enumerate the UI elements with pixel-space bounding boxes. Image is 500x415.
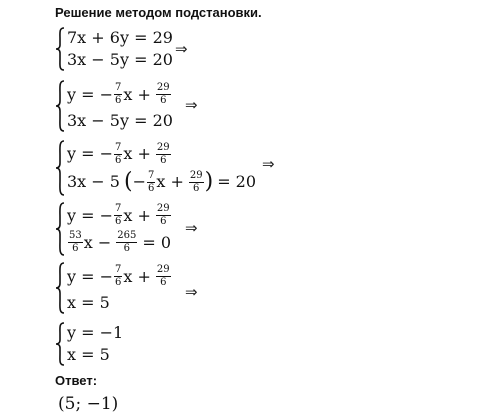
implies-arrow: ⇒ <box>185 283 198 301</box>
equation-row <box>67 171 256 194</box>
expression-text: 3x − 5 <box>67 172 120 191</box>
numerator: 7 <box>115 82 122 94</box>
fraction <box>156 265 171 288</box>
expression-text: x + <box>123 266 151 286</box>
expression-text: x − <box>83 232 112 252</box>
numerator: 29 <box>156 264 170 276</box>
brace-icon <box>55 262 65 314</box>
numerator: 7 <box>115 203 122 214</box>
brace-icon <box>55 27 65 71</box>
answer-value: (5; −1) <box>58 394 119 414</box>
numerator: 29 <box>189 169 203 181</box>
implies-arrow: ⇒ <box>175 40 188 58</box>
numerator: 7 <box>147 169 155 181</box>
implies-arrow: ⇒ <box>185 219 198 237</box>
implies-arrow: ⇒ <box>185 96 198 114</box>
brace-icon <box>55 202 65 256</box>
expression-text: x + <box>123 144 151 163</box>
denominator: 6 <box>160 95 167 107</box>
expression-text: y = − <box>67 84 114 104</box>
numerator: 7 <box>115 264 122 276</box>
paren-close: ) <box>204 169 214 194</box>
fraction <box>156 83 171 106</box>
denominator: 6 <box>115 277 122 289</box>
equation-row: y = −1 <box>67 323 124 342</box>
equation-row: x = 5 <box>67 292 110 312</box>
equation-row <box>67 265 172 288</box>
fraction <box>156 204 171 227</box>
denominator: 6 <box>160 216 167 227</box>
fraction <box>116 231 137 254</box>
page-heading: Решение методом подстановки. <box>55 5 262 20</box>
fraction <box>114 143 122 166</box>
numerator: 29 <box>156 203 170 214</box>
equation-row: 7x + 6y = 29 <box>67 28 173 47</box>
fraction <box>114 83 122 106</box>
numerator: 29 <box>156 141 170 153</box>
expression-text: y = − <box>67 144 114 163</box>
expression-text: x + <box>156 172 184 191</box>
brace-icon <box>55 322 65 366</box>
expression-text: − <box>132 172 146 191</box>
brace-icon <box>55 140 65 196</box>
denominator: 6 <box>160 277 167 289</box>
numerator: 7 <box>115 141 122 153</box>
expression-text: y = − <box>67 266 114 286</box>
equation-row: x = 5 <box>67 345 110 364</box>
equation-row <box>67 143 256 166</box>
implies-arrow: ⇒ <box>262 155 275 173</box>
denominator: 6 <box>115 216 122 227</box>
paren-open: ( <box>123 169 133 194</box>
denominator: 6 <box>193 182 200 194</box>
denominator: 6 <box>72 243 79 254</box>
brace-icon <box>55 80 65 132</box>
expression-text: = 20 <box>217 172 257 191</box>
numerator: 265 <box>117 230 137 241</box>
denominator: 6 <box>115 95 122 107</box>
expression-text: x + <box>123 84 151 104</box>
equation-row: 3x − 5y = 20 <box>67 50 173 69</box>
answer-label: Ответ: <box>55 373 98 388</box>
denominator: 6 <box>147 182 155 194</box>
numerator: 53 <box>69 230 82 241</box>
fraction <box>147 171 155 194</box>
fraction <box>68 231 83 254</box>
equation-row <box>67 231 172 254</box>
denominator: 6 <box>123 243 130 254</box>
fraction <box>114 265 122 288</box>
fraction <box>189 171 204 194</box>
numerator: 29 <box>156 82 170 94</box>
equation-row <box>67 204 172 227</box>
expression-text: y = − <box>67 205 114 225</box>
equation-row <box>67 83 173 106</box>
fraction <box>156 143 171 166</box>
denominator: 6 <box>160 154 167 166</box>
fraction <box>114 204 122 227</box>
equation-row: 3x − 5y = 20 <box>67 110 173 130</box>
expression-text: x + <box>123 205 151 225</box>
expression-text: = 0 <box>142 232 172 252</box>
denominator: 6 <box>115 154 122 166</box>
